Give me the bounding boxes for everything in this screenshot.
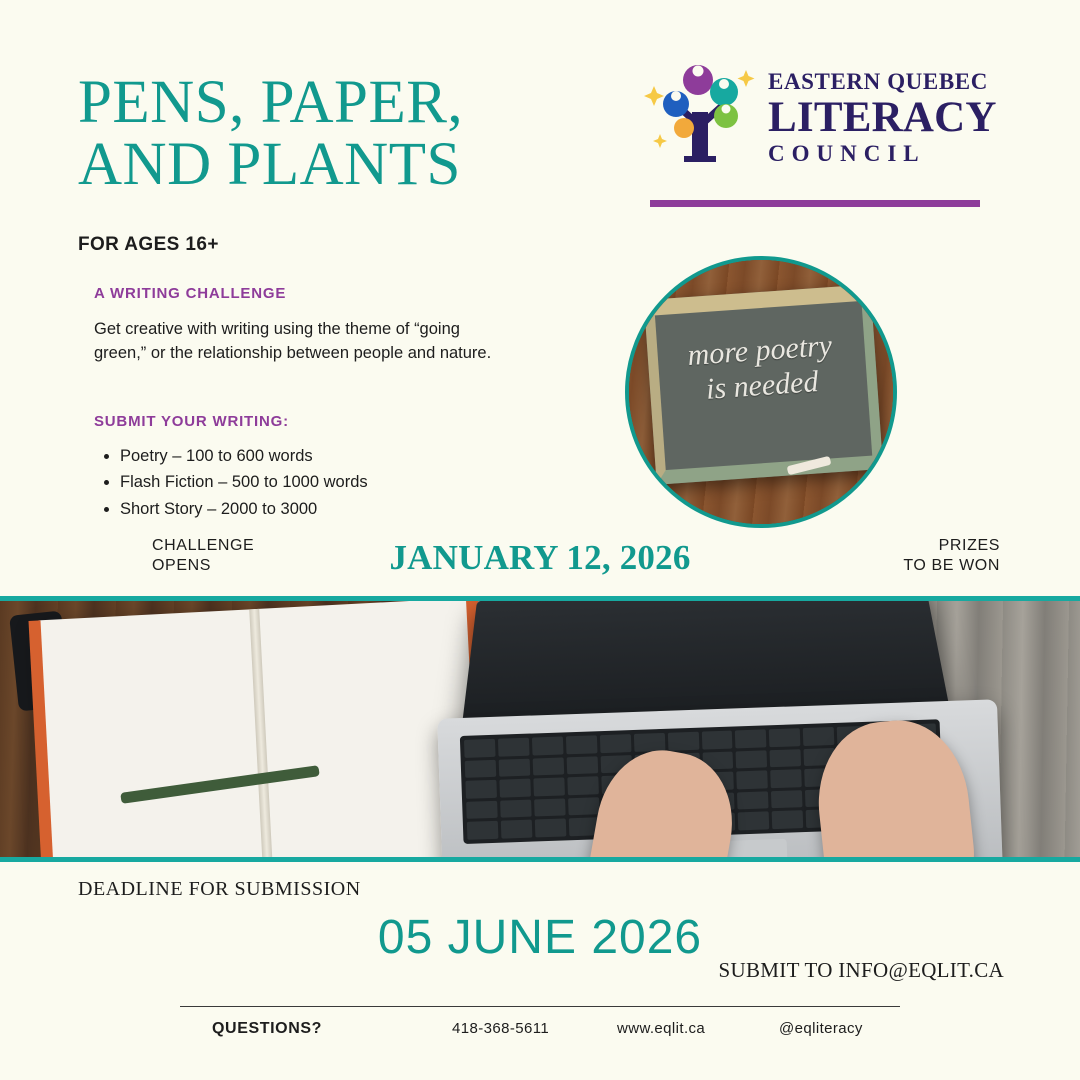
list-item: • Short Story – 2000 to 3000 (120, 496, 368, 522)
challenge-heading: A WRITING CHALLENGE (94, 285, 287, 302)
phone-number: 418-368-5611 (452, 1020, 550, 1037)
challenge-description: Get creative with writing using the theme of “going green,” or the relationship between people and nature. (94, 320, 492, 362)
tree-logo-icon (640, 52, 760, 170)
logo-underline (650, 200, 980, 207)
laptop-photo-banner (0, 596, 1080, 862)
deadline-label: DEADLINE FOR SUBMISSION (78, 878, 361, 900)
open-notebook (38, 598, 481, 862)
chalkboard-photo (625, 256, 897, 528)
list-item: • Flash Fiction – 500 to 1000 words (120, 469, 368, 495)
logo-line-3: COUNCIL (768, 141, 926, 167)
page-title (78, 69, 638, 199)
logo (640, 48, 997, 218)
footer-divider (180, 1006, 900, 1007)
logo-line-2: LITERACY (768, 94, 997, 141)
social-handle: @eqliteracy (779, 1020, 863, 1037)
age-requirement: FOR AGES 16+ (78, 234, 219, 255)
prizes-line-1: PRIZES (938, 537, 1000, 554)
deadline-date: 05 JUNE 2026 (377, 911, 703, 964)
submit-heading: SUBMIT YOUR WRITING: (94, 413, 289, 430)
prizes-label (903, 536, 1000, 575)
challenge-opens-label (152, 536, 254, 575)
challenge-opens-line-2: OPENS (152, 556, 212, 574)
submit-email: SUBMIT TO INFO@EQLIT.CA (718, 958, 1004, 982)
challenge-opens-line-1: CHALLENGE (152, 537, 255, 554)
questions-label: QUESTIONS? (212, 1020, 323, 1037)
category-list (94, 443, 368, 522)
logo-line-1: EASTERN QUEBEC (768, 69, 988, 94)
logo-text (768, 70, 997, 166)
chalkboard-line-1: more poetry (686, 328, 834, 372)
prizes-line-2: TO BE WON (903, 556, 1000, 574)
opening-date: JANUARY 12, 2026 (389, 538, 691, 577)
list-item: • Poetry – 100 to 600 words (120, 443, 368, 469)
title-line-1: PENS, PAPER, (78, 69, 464, 136)
website-url: www.eqlit.ca (617, 1020, 706, 1037)
chalkboard-line-2: is needed (704, 364, 820, 406)
title-line-2: AND PLANTS (78, 131, 461, 199)
